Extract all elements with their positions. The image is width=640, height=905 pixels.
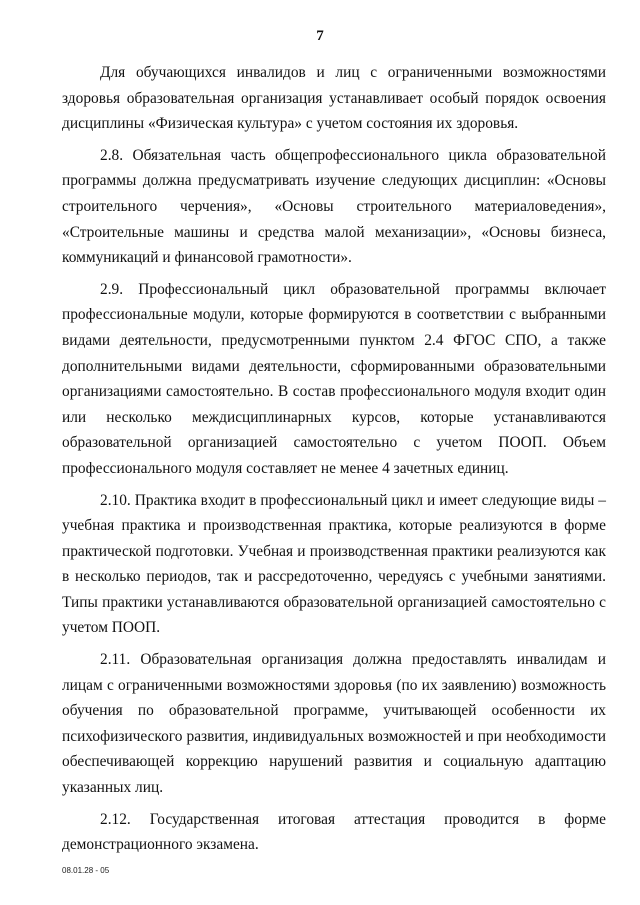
paragraph-intro: Для обучающихся инвалидов и лиц с ограниченными возможностями здоровья образовательная организация устанавливает особый порядок освоения дисциплины «Физическая культура» с учетом состояния их здоровья.: [62, 64, 606, 133]
paragraph-2-8: 2.8. Обязательная часть общепрофессионального цикла образовательной программы должна предусматривать изучение следующих дисциплин: «Основы строительного черчения», «Основы строительного материаловедения», «Строительные машины и средства малой механизации», «Основы бизнеса, коммуникаций и финансовой грамотности».: [62, 146, 606, 267]
paragraph-2-10: 2.10. Практика входит в профессиональный цикл и имеет следующие виды – учебная практика и производственная практика, которые реализуются в форме практической подготовки. Учебная и производственная практики реализуются как в несколько периодов, так и рассредоточенно, чередуясь с учебными занятиями. Типы практики устанавливаются образовательной организацией самостоятельно с учетом ПООП.: [62, 491, 606, 637]
paragraph-2-12: 2.12. Государственная итоговая аттестация проводится в форме демонстрационного экзамена.: [62, 810, 606, 854]
footer-document-code: 08.01.28 - 05: [62, 866, 110, 875]
page-number: 7: [316, 28, 324, 44]
paragraph-2-9: 2.9. Профессиональный цикл образовательной программы включает профессиональные модули, которые формируются в соответствии с выбранными видами деятельности, предусмотренными пунктом 2.4 ФГОС СПО, а также дополнительными видами деятельности, сформированными образовательными организациями самостоятельно. В состав профессионального модуля входит один или несколько междисциплинарных курсов, которые устанавливаются образовательной организацией самостоятельно с учетом ПООП. Объем профессионального модуля составляет не менее 4 зачетных единиц.: [62, 280, 606, 477]
document-body: [62, 60, 606, 858]
paragraph-2-11: 2.11. Образовательная организация должна предоставлять инвалидам и лицам с ограниченными возможностями здоровья (по их заявлению) возможность обучения по образовательной программе, учитывающей особенности их психофизического развития, индивидуальных возможностей и при необходимости обеспечивающей коррекцию нарушений развития и социальную адаптацию указанных лиц.: [62, 651, 606, 797]
